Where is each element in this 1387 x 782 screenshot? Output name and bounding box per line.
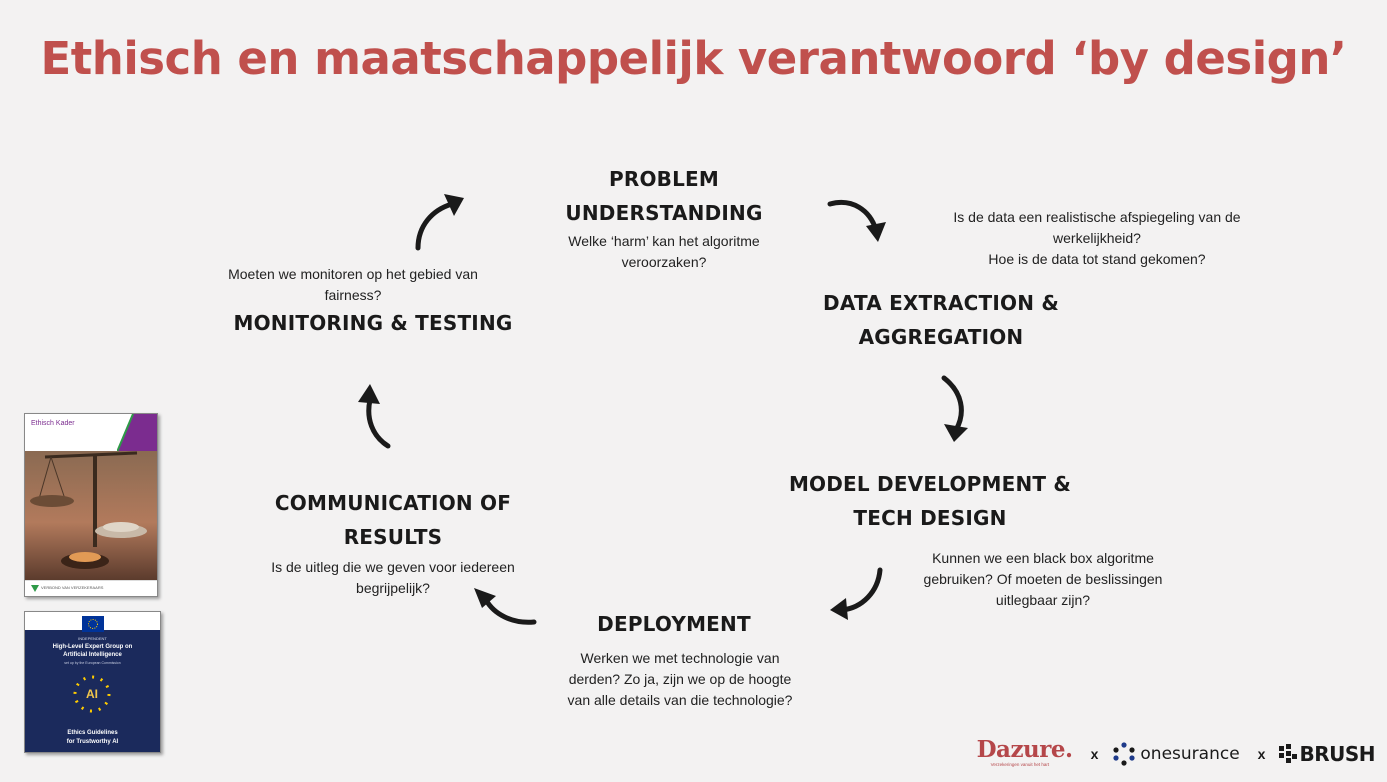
ethics-guidelines-header-small: INDEPENDENT [78, 636, 107, 641]
stage-monitoring-question-line1: Moeten we monitoren op het gebied van [228, 266, 478, 282]
stage-data-question-line1: Is de data een realistische afspiegeling van de [953, 209, 1241, 225]
stage-monitoring-line1: MONITORING & TESTING [233, 311, 513, 335]
stage-data-question-line2: werkelijkheid? [1053, 230, 1141, 246]
arrow-monitoring-to-problem-icon [410, 190, 472, 254]
stage-monitoring-question-line2: fairness? [324, 287, 382, 303]
footer-logos [977, 736, 1375, 772]
stage-problem-question-line2: veroorzaken? [621, 254, 707, 270]
stage-communication-question-line2: begrijpelijk? [356, 580, 430, 596]
stage-communication-title [263, 486, 523, 554]
verbond-logo-icon [31, 585, 39, 592]
arrow-model-to-deployment-icon [826, 564, 890, 622]
arrow-data-to-model-icon [928, 372, 978, 447]
dazure-logo [977, 736, 1073, 772]
stage-deployment-question-line3: van alle details van die technologie? [567, 692, 793, 708]
stage-deployment-question [545, 648, 815, 711]
ethics-guidelines-footer-line2: for Trustworthy AI [66, 739, 119, 745]
ethics-guidelines-header-sub: set up by the European Commission [64, 661, 121, 665]
stage-problem-question [534, 231, 794, 273]
onesurance-dots-icon [1112, 742, 1136, 766]
stage-model-question-line2: gebruiken? Of moeten de beslissingen [923, 571, 1163, 587]
stage-monitoring-question [208, 264, 498, 306]
stage-data-title [800, 286, 1082, 354]
scales-of-justice-image [25, 451, 157, 581]
stage-data-line2: AGGREGATION [858, 325, 1024, 349]
onesurance-logo [1112, 742, 1239, 766]
dazure-logo-wordmark: Dazure. [976, 736, 1073, 763]
stage-model-question-line3: uitlegbaar zijn? [995, 592, 1091, 608]
ethics-guidelines-header-line2: Artificial Intelligence [63, 652, 122, 658]
slide-title: Ethisch en maatschappelijk verantwoord ‘by design’ [40, 32, 1347, 85]
brush-logo [1279, 742, 1375, 766]
stage-model-line1: MODEL DEVELOPMENT & [788, 472, 1072, 496]
stage-model-question [903, 548, 1183, 611]
logo-separator-1: x [1090, 746, 1099, 762]
ethics-guidelines-header-line1: High-Level Expert Group on [52, 644, 133, 650]
logo-separator-2: x [1257, 746, 1266, 762]
stage-model-question-line1: Kunnen we een black box algoritme [932, 550, 1154, 566]
ethisch-kader-accent-icon [117, 414, 157, 452]
stage-data-question [937, 207, 1257, 270]
stage-deployment-line1: DEPLOYMENT [597, 612, 751, 636]
stage-communication-line2: RESULTS [343, 525, 443, 549]
stage-data-line1: DATA EXTRACTION & [823, 291, 1059, 315]
dazure-logo-tagline: Verzekeringen vanuit het hart [990, 762, 1050, 767]
brush-logo-wordmark: BRUSH [1299, 742, 1375, 766]
stage-monitoring-title [233, 306, 513, 340]
stage-deployment-question-line1: Werken we met technologie van [580, 650, 780, 666]
stage-deployment-question-line2: derden? Zo ja, zijn we op de hoogte [568, 671, 792, 687]
arrow-deployment-to-communication-icon [470, 584, 540, 630]
ethisch-kader-footer [25, 580, 157, 596]
stage-model-title [780, 467, 1080, 535]
ethics-guidelines-cover [24, 611, 161, 753]
onesurance-logo-wordmark: onesurance [1140, 744, 1240, 764]
ethics-guidelines-footer-line1: Ethics Guidelines [67, 730, 118, 736]
ethisch-kader-cover [24, 413, 158, 597]
stage-deployment-title [574, 607, 774, 641]
stage-data-question-line3: Hoe is de data tot stand gekomen? [988, 251, 1206, 267]
stage-model-line2: TECH DESIGN [853, 506, 1007, 530]
stage-communication-question-line1: Is de uitleg die we geven voor iedereen [271, 559, 515, 575]
ethisch-kader-title: Ethisch Kader [31, 420, 75, 427]
ethics-guidelines-ai-mark: AI [86, 687, 98, 701]
stage-communication-line1: COMMUNICATION OF [274, 491, 512, 515]
stage-problem-title [544, 162, 784, 230]
brush-grid-icon [1279, 744, 1297, 764]
stage-problem-line2: UNDERSTANDING [565, 201, 763, 225]
stage-problem-line1: PROBLEM [608, 167, 719, 191]
arrow-communication-to-monitoring-icon [350, 380, 398, 452]
eu-flag-icon [82, 616, 104, 632]
arrow-problem-to-data-icon [822, 192, 892, 252]
ethisch-kader-footer-text: VERBOND VAN VERZEKERAARS [41, 585, 104, 590]
stage-problem-question-line1: Welke ‘harm’ kan het algoritme [568, 233, 760, 249]
